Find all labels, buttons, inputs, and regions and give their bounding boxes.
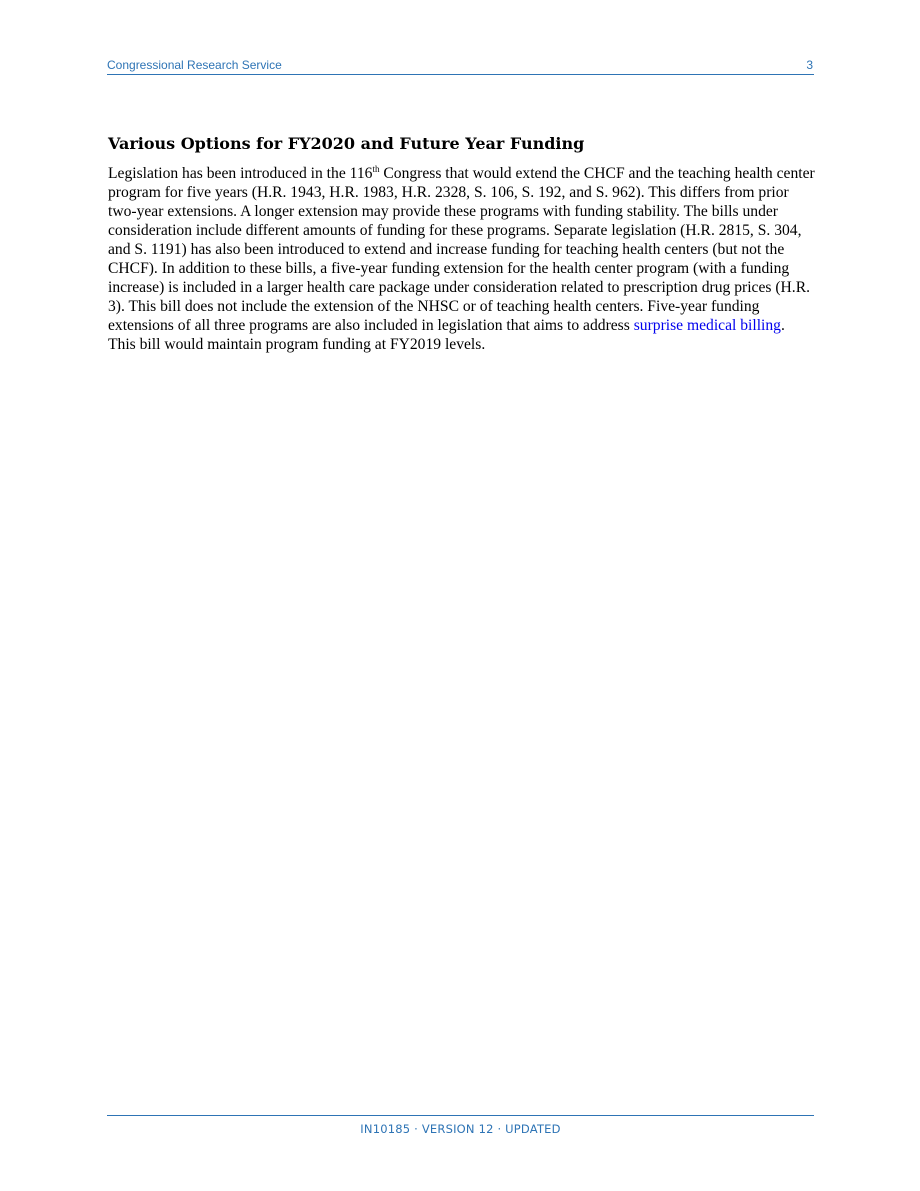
surprise-medical-billing-link[interactable]: surprise medical billing — [633, 317, 781, 334]
paragraph-text-part-3: . This bill would maintain program funding at FY2019 levels. — [108, 317, 785, 353]
paragraph-text-part-1: Legislation has been introduced in the 116 — [108, 165, 373, 182]
paragraph-text-part-2: Congress that would extend the CHCF and the teaching health center program for five years (H.R. 1943, H.R. 1983, H.R. 2328, S. 106, S. 192, and S. 962). This differs from prior two-year extensions. A longer extension may provide these programs with funding stability. The bills under consideration include different amounts of funding for these programs. Separate legislation (H.R. 2815, S. 304, and S. 1191) has also been introduced to extend and increase funding for teaching health centers (but not the CHCF). In addition to these bills, a five-year funding extension for the health center program (with a funding increase) is included in a larger health care package under consideration related to prescription drug prices (H.R. 3). This bill does not include the extension of the NHSC or of teaching health centers. Five-year funding extensions of all three programs are also included in legislation that aims to address — [108, 165, 815, 334]
ordinal-superscript: th — [372, 163, 380, 174]
section-heading: Various Options for FY2020 and Future Year Funding — [108, 134, 585, 153]
page-footer — [107, 1115, 814, 1136]
page-header — [107, 58, 814, 75]
header-organization-name: Congressional Research Service — [107, 58, 282, 72]
section-paragraph — [108, 164, 816, 354]
header-page-number: 3 — [806, 58, 813, 72]
footer-report-id: IN10185 · VERSION 12 · UPDATED — [360, 1122, 561, 1136]
